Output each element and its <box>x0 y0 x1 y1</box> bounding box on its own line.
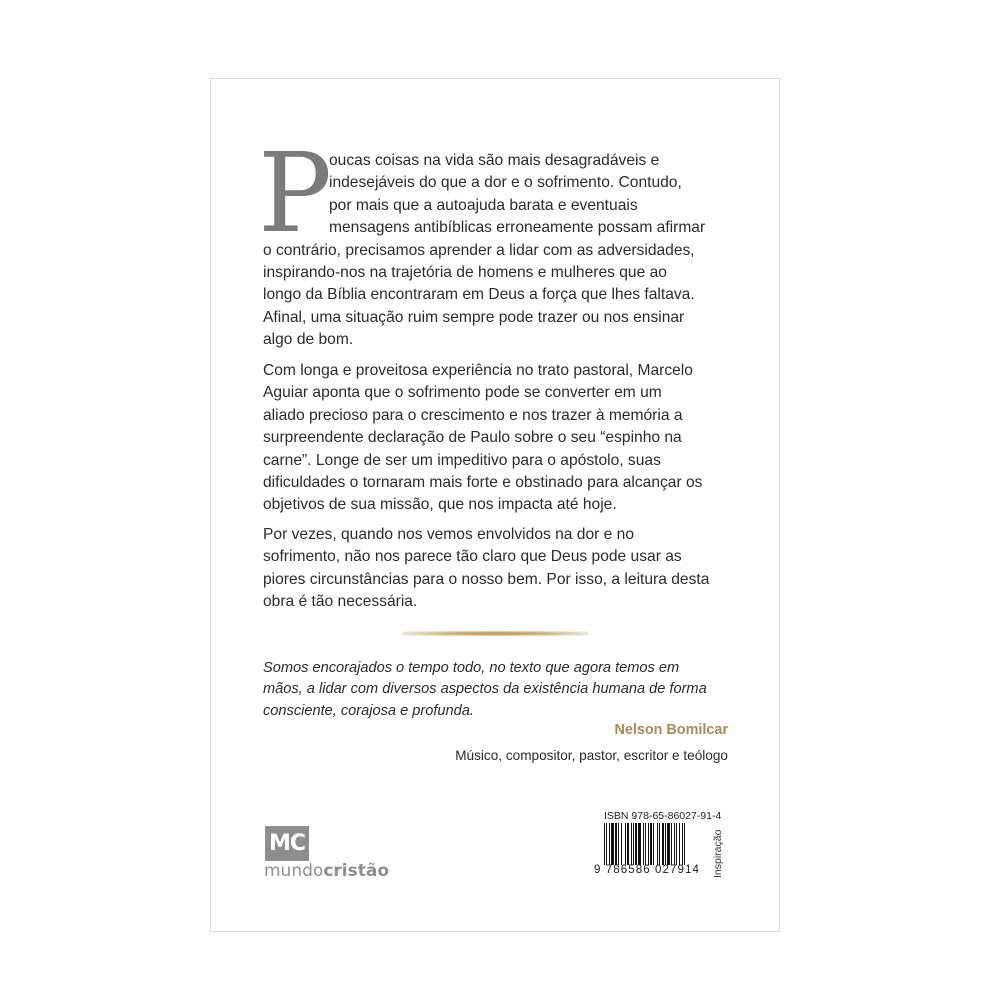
synopsis-paragraph-3 <box>263 524 733 614</box>
text-line: mensagens antibíblicas erroneamente possam afirmar <box>329 219 706 237</box>
quote-author: Nelson Bomilcar <box>614 722 728 738</box>
text-line: oucas coisas na vida são mais desagradáveis e <box>329 152 660 169</box>
text-line: sofrimento, não nos parece tão claro que Deus pode usar as <box>263 548 682 566</box>
text-line: aliado precioso para o crescimento e nos trazer à memória a <box>263 406 683 424</box>
endorsement-quote <box>263 658 733 722</box>
drop-cap-letter: P <box>258 129 333 257</box>
text-line: o contrário, precisamos aprender a lidar com as adversidades, <box>263 241 695 259</box>
text-line: surpreendente declaração de Paulo sobre o seu “espinho na <box>263 429 682 447</box>
text-line: obra é tão necessária. <box>263 593 418 611</box>
synopsis-paragraph-2 <box>263 360 733 517</box>
publisher-name <box>264 861 389 881</box>
gold-divider <box>403 631 588 636</box>
category-label: Inspiração <box>712 829 724 878</box>
quote-line: consciente, corajosa e profunda. <box>263 702 474 719</box>
isbn-label: ISBN 978-65-86027-91-4 <box>604 810 722 822</box>
text-line: longo da Bíblia encontraram em Deus a força que lhes faltava. <box>263 286 695 304</box>
text-line: Por vezes, quando nos vemos envolvidos na dor e no <box>263 526 635 543</box>
text-line: carne”. Longe de ser um impeditivo para o apóstolo, suas <box>263 451 661 469</box>
text-line: Com longa e proveitosa experiência no trato pastoral, Marcelo <box>263 362 693 379</box>
text-line: por mais que a autoajuda barata e eventuais <box>329 196 638 214</box>
text-line: Aguiar aponta que o sofrimento pode se converter em um <box>263 384 662 402</box>
barcode-digits: 9 786586 027914 <box>594 864 701 876</box>
text-line: indesejáveis do que a dor e o sofrimento. Contudo, <box>329 174 682 192</box>
publisher-name-bold: cristão <box>323 861 389 881</box>
author-role: Músico, compositor, pastor, escritor e teólogo <box>455 748 728 763</box>
text-line: inspirando-nos na trajetória de homens e mulheres que ao <box>263 264 667 282</box>
text-line: dificuldades o tornaram mais forte e obstinado para alcançar os <box>263 474 703 492</box>
publisher-name-light: mundo <box>264 861 324 881</box>
text-line: algo de bom. <box>263 331 354 349</box>
text-line: piores circunstâncias para o nosso bem. Por isso, a leitura desta <box>263 570 710 588</box>
synopsis-paragraph-1 <box>263 150 733 352</box>
quote-line: mãos, a lidar com diversos aspectos da existência humana de forma <box>263 681 707 698</box>
barcode-icon <box>604 823 708 865</box>
text-line: objetivos de sua missão, que nos impacta até hoje. <box>263 496 617 514</box>
quote-line: Somos encorajados o tempo todo, no texto que agora temos em <box>263 660 680 676</box>
text-line: Afinal, uma situação ruim sempre pode trazer ou nos ensinar <box>263 308 685 326</box>
publisher-logo-icon: MC <box>265 826 309 861</box>
